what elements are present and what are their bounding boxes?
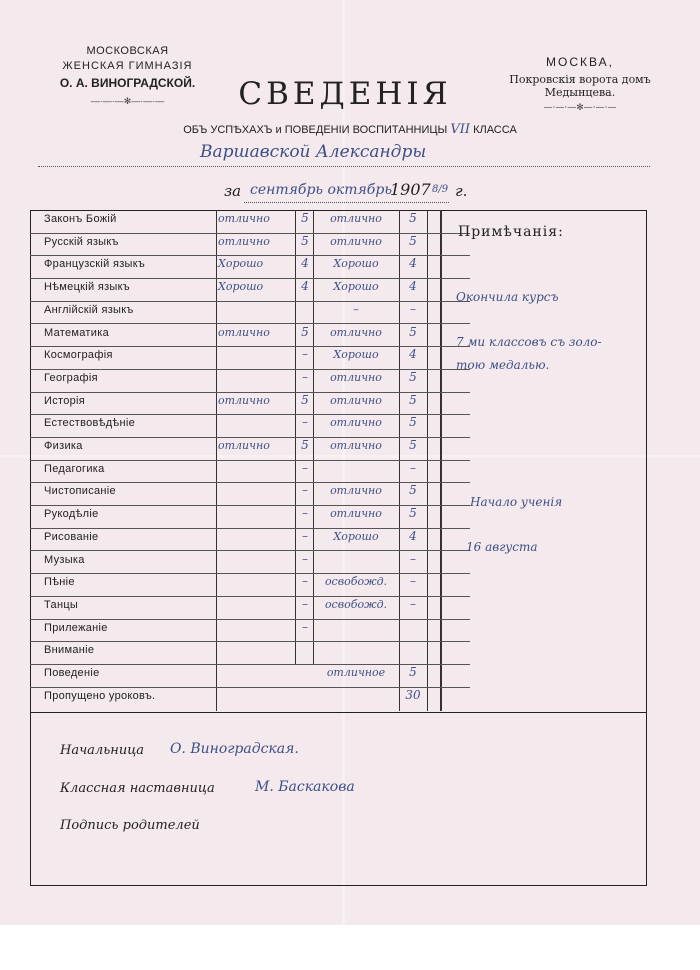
second-term-grade-number: 5 (409, 438, 417, 452)
first-term-grade-number: – (302, 551, 308, 566)
first-term-grade-number: 5 (301, 392, 309, 407)
second-term-grade-number: 5 (409, 415, 417, 430)
second-term-grade-word: отлично (330, 212, 382, 225)
second-term-grade-number: 5 (409, 233, 417, 248)
second-term-grade-number: 5 (409, 392, 417, 407)
first-term-grade-number: 5 (301, 233, 309, 248)
second-term-grade-number: 5 (409, 211, 417, 225)
second-term-grade-word: отличное (326, 666, 386, 679)
head-signature: О. Виноградская. (170, 741, 299, 757)
second-term-grade-word: освобожд. (324, 597, 388, 611)
second-term-grade-word: отлично (330, 507, 382, 521)
first-term-grade-number: – (302, 596, 308, 611)
second-term-grade-number: 5 (409, 506, 417, 521)
subject-name: Поведеніе (44, 667, 100, 679)
grade-row (30, 369, 470, 393)
subject-name: Космографія (44, 349, 113, 362)
subject-name: Пѣніе (44, 576, 75, 589)
second-term-grade-number: 4 (409, 279, 417, 294)
grade-row (30, 528, 470, 552)
grade-row (30, 641, 470, 665)
second-term-grade-number: 30 (405, 687, 421, 702)
second-term-grade-number: 5 (409, 483, 417, 498)
second-term-grade-word: отлично (330, 370, 382, 384)
second-term-grade-number: 4 (409, 347, 417, 362)
grade-row (30, 551, 470, 575)
grade-row (30, 255, 470, 279)
second-term-grade-word: Хорошо (333, 348, 379, 362)
period-year: 1907 (390, 180, 431, 199)
second-term-grade-number: 4 (409, 528, 417, 543)
note-line-5: 16 августа (466, 540, 538, 554)
grade-row (30, 664, 470, 688)
school-line-2: ЖЕНСКАЯ ГИМНАЗІЯ (62, 60, 193, 72)
address-line-1: Покровскія ворота домъ (509, 73, 651, 86)
subject-name: Физика (44, 440, 83, 452)
subject-name: Англійскій языкъ (44, 303, 134, 316)
first-term-grade-word: Хорошо (218, 280, 264, 294)
subject-name: Вниманіе (44, 644, 95, 657)
grade-row (30, 278, 470, 302)
first-term-grade-number: – (302, 347, 308, 362)
first-term-grade-word: отлично (218, 393, 270, 407)
subject-name: Педагогика (44, 462, 105, 475)
grade-row (30, 460, 470, 484)
second-term-grade-word: Хорошо (333, 280, 379, 294)
second-term-grade-number: – (410, 551, 416, 566)
subject-name: Исторія (44, 394, 86, 407)
school-name: О. А. ВИНОГРАДСКОЙ. (59, 76, 196, 90)
name-underline (38, 166, 650, 167)
note-line-2: 7 ми классовъ съ золо- (456, 335, 602, 349)
subject-name: Географія (44, 371, 98, 384)
second-term-grade-word: отлично (330, 393, 382, 407)
grade-row (30, 210, 470, 234)
second-term-grade-word: отлично (330, 439, 382, 452)
subject-name: Пропущено уроковъ. (44, 689, 156, 702)
second-term-grade-number: – (410, 596, 416, 611)
subject-name: Музыка (44, 553, 85, 566)
subject-name: Законъ Божій (44, 213, 117, 225)
signature-box (30, 713, 647, 886)
first-term-grade-word: Хорошо (218, 257, 264, 271)
note-line-3: тою медалью. (456, 358, 550, 372)
second-term-grade-word: отлично (330, 484, 382, 498)
second-term-grade-word: освобожд. (324, 575, 388, 589)
grade-row (30, 573, 470, 597)
grade-row (30, 687, 470, 710)
second-term-grade-word: Хорошо (333, 257, 379, 271)
teacher-label: Классная наставница (60, 781, 215, 796)
address-line-2: Медынцева. (544, 86, 616, 99)
student-name: Варшавской Александры (200, 142, 427, 162)
ornament: —·—·—✻—·—·— (90, 96, 165, 106)
first-term-grade-number: 5 (301, 438, 309, 452)
first-term-grade-number: 4 (301, 279, 309, 294)
period-months: сентябрь октябрь (250, 182, 392, 198)
second-term-grade-word: – (353, 302, 359, 316)
second-term-grade-word: Хорошо (333, 529, 379, 543)
notes-title: Примѣчанія: (458, 224, 564, 240)
grade-row (30, 346, 470, 370)
subject-name: Русскій языкъ (44, 235, 119, 248)
address-city: МОСКВА, (546, 55, 614, 69)
head-label: Начальница (60, 743, 145, 758)
subject-name: Французскій языкъ (44, 258, 146, 271)
first-term-grade-number: – (302, 619, 308, 634)
second-term-grade-word: отлично (330, 416, 382, 430)
grade-row (30, 233, 470, 257)
document-subtitle (155, 122, 545, 137)
school-header (50, 45, 205, 107)
teacher-signature: М. Баскакова (255, 779, 355, 795)
second-term-grade-number: 4 (409, 256, 417, 271)
first-term-grade-number: 5 (301, 211, 309, 225)
first-term-grade-number: 5 (301, 324, 309, 339)
grade-row (30, 482, 470, 506)
class-value: VII (450, 122, 471, 137)
subject-name: Танцы (44, 598, 79, 611)
subject-name: Математика (44, 326, 109, 339)
ornament: —·—·—✻—·—·— (543, 103, 617, 113)
second-term-grade-number: 5 (409, 369, 417, 384)
subject-name: Чистописаніе (44, 485, 116, 498)
note-line-1: Окончила курсъ (456, 290, 559, 304)
first-term-grade-number: – (302, 483, 308, 498)
address-header (495, 55, 665, 113)
document-title: СВЕДЕНІЯ (238, 76, 452, 112)
second-term-grade-number: – (410, 460, 416, 475)
second-term-grade-number: 5 (409, 324, 417, 339)
grade-row (30, 505, 470, 529)
note-line-4: Начало ученія (470, 495, 563, 509)
grade-row (30, 437, 470, 461)
grade-row (30, 619, 470, 643)
second-term-grade-number: – (410, 574, 416, 589)
school-line-1: МОСКОВСКАЯ (86, 45, 169, 57)
parents-label: Подпись родителей (60, 818, 200, 833)
first-term-grade-number: – (302, 528, 308, 543)
first-term-grade-word: отлично (218, 212, 270, 225)
period-suffix: г. (455, 182, 468, 200)
second-term-grade-word: отлично (330, 325, 382, 339)
first-term-grade-word: отлично (218, 234, 270, 248)
subject-name: Прилежаніе (44, 621, 108, 634)
second-term-grade-number: 5 (409, 665, 417, 679)
first-term-grade-number: – (302, 574, 308, 589)
first-term-grade-number: – (302, 460, 308, 475)
second-term-grade-number: – (410, 301, 416, 316)
subject-name: Нѣмецкій языкъ (44, 281, 130, 294)
period-prefix: за (224, 182, 242, 200)
period-underline (244, 202, 449, 203)
period-year-suffix: 8/9 (432, 184, 449, 195)
subject-name: Естествовѣдѣніе (44, 417, 136, 430)
first-term-grade-word: отлично (218, 439, 270, 452)
subtitle-suffix: КЛАССА (473, 124, 517, 136)
grade-row (30, 596, 470, 620)
subject-name: Рукодѣліе (44, 508, 99, 521)
grade-row (30, 414, 470, 438)
first-term-grade-number: 4 (301, 256, 309, 271)
grade-row (30, 324, 470, 348)
subtitle-text: ОБЪ УСПѢХАХЪ и ПОВЕДЕНІИ ВОСПИТАННИЦЫ (183, 124, 448, 136)
grades-table (30, 210, 647, 713)
subject-name: Рисованіе (44, 530, 99, 543)
second-term-grade-word: отлично (330, 234, 382, 248)
first-term-grade-number: – (302, 415, 308, 430)
grade-row (30, 392, 470, 416)
first-term-grade-number: – (302, 506, 308, 521)
first-term-grade-word: отлично (218, 325, 270, 339)
first-term-grade-number: – (302, 369, 308, 384)
grade-row (30, 301, 470, 325)
